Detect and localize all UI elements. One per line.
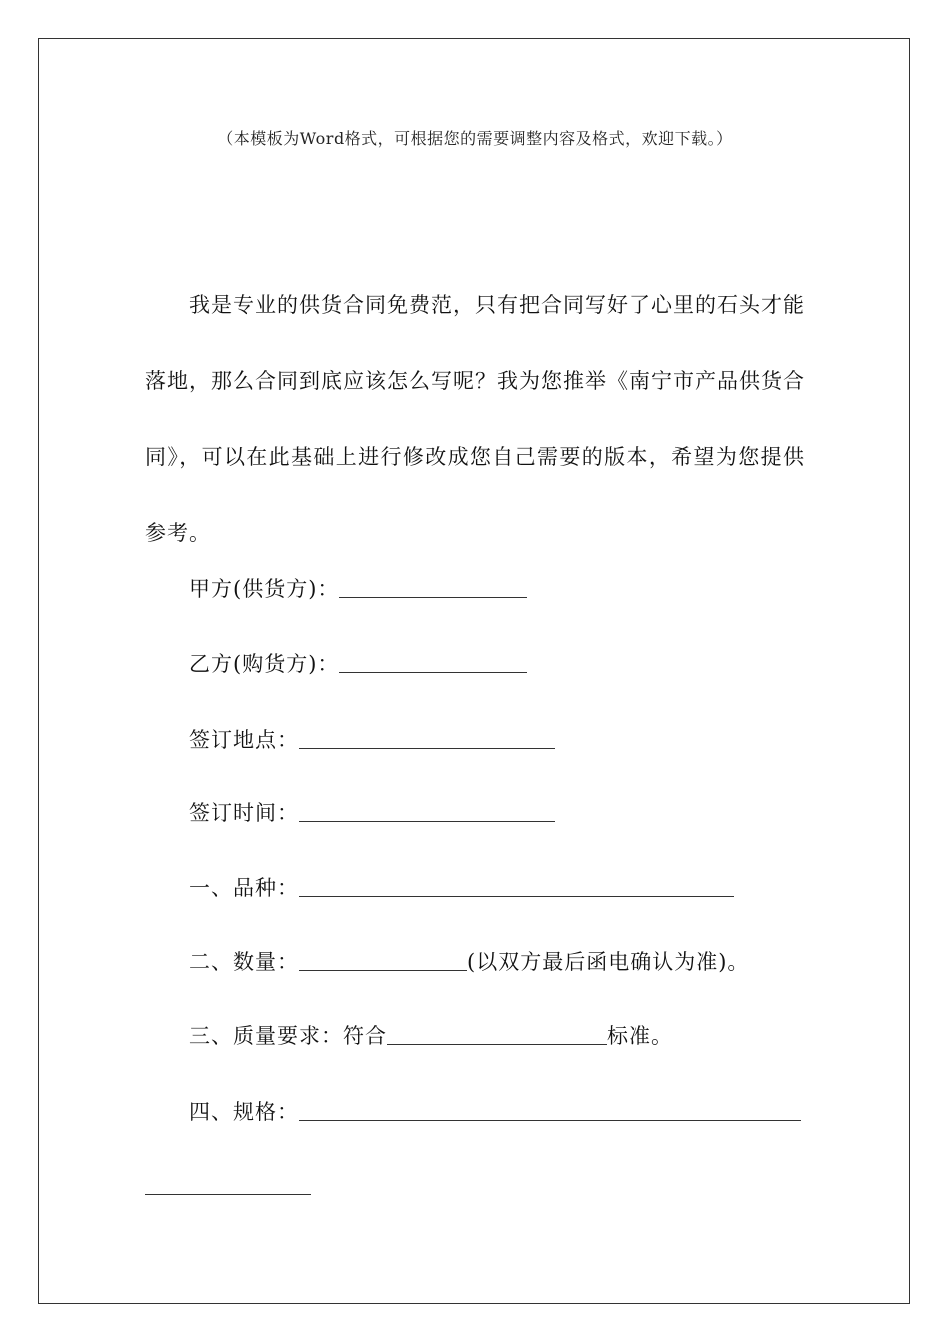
spec-label: 四、规格：	[189, 1100, 299, 1124]
quality-label: 三、质量要求：符合	[189, 1024, 387, 1048]
template-note: （本模板为Word格式，可根据您的需要调整内容及格式，欢迎下载。）	[217, 129, 733, 148]
sign-time-label: 签订时间：	[189, 801, 299, 825]
party-a-blank[interactable]	[339, 573, 527, 598]
variety-label: 一、品种：	[189, 876, 299, 900]
sign-place-blank[interactable]	[299, 724, 555, 749]
spec-line	[189, 1096, 801, 1126]
variety-line	[189, 872, 734, 902]
party-b-line	[189, 648, 527, 678]
intro-paragraph: 我是专业的供货合同免费范，只有把合同写好了心里的石头才能落地，那么合同到底应该怎么写呢？我为您推举《南宁市产品供货合同》，可以在此基础上进行修改成您自己需要的版本，希望为您提供参考。	[145, 293, 805, 545]
sign-time-line	[189, 797, 555, 827]
quantity-suffix: (以双方最后函电确认为准)。	[467, 950, 750, 974]
party-a-line	[189, 573, 527, 603]
quantity-line	[189, 946, 749, 976]
quantity-label: 二、数量：	[189, 950, 299, 974]
quantity-blank[interactable]	[299, 946, 467, 971]
quality-suffix: 标准。	[607, 1024, 673, 1048]
party-b-label: 乙方(购货方)：	[189, 652, 340, 676]
party-b-blank[interactable]	[339, 648, 527, 673]
spec-blank-continued[interactable]	[145, 1170, 311, 1195]
party-a-label: 甲方(供货方)：	[189, 577, 340, 601]
quality-blank[interactable]	[387, 1020, 607, 1045]
sign-time-blank[interactable]	[299, 797, 555, 822]
quality-line	[189, 1020, 673, 1050]
spec-blank[interactable]	[299, 1096, 801, 1121]
variety-blank[interactable]	[299, 872, 734, 897]
sign-place-label: 签订地点：	[189, 728, 299, 752]
sign-place-line	[189, 724, 555, 754]
